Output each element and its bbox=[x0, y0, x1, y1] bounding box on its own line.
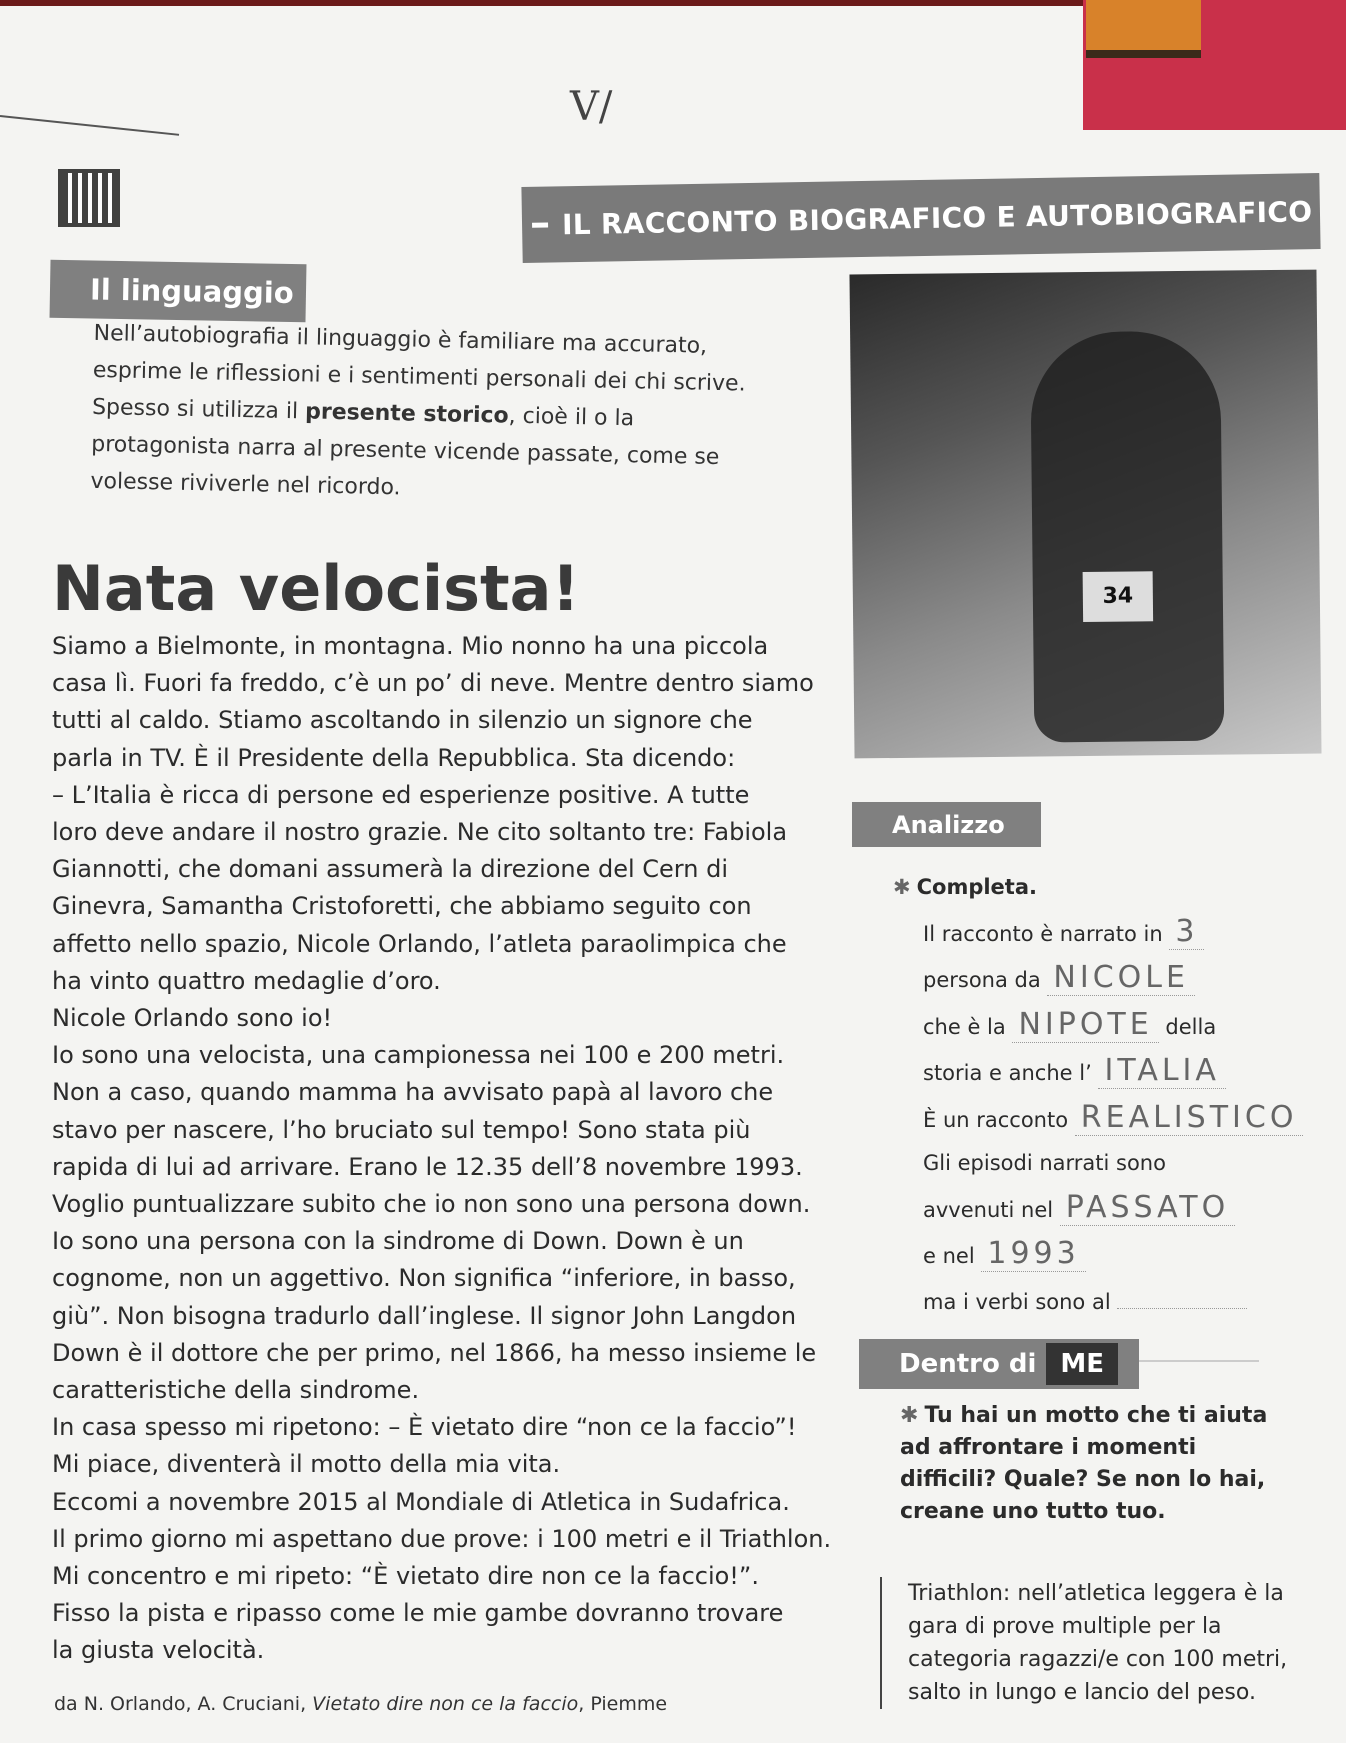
answer-field[interactable] bbox=[1117, 1279, 1247, 1309]
answer-field[interactable]: REALISTICO bbox=[1075, 1100, 1304, 1136]
source-citation bbox=[54, 1693, 667, 1715]
dentro-label: Dentro di bbox=[899, 1349, 1037, 1379]
answer-field[interactable]: NIPOTE bbox=[1012, 1007, 1158, 1043]
athlete-photo bbox=[849, 270, 1321, 759]
bib-number: 34 bbox=[1083, 571, 1154, 622]
article-line: Non a caso, quando mamma ha avvisato papà al lavoro che bbox=[52, 1078, 774, 1107]
prompt: ma i verbi sono al bbox=[923, 1289, 1111, 1314]
text: , cioè il o la protagonista narra al presente vicende passate, come se volesse riviverle nel ricordo. bbox=[90, 403, 720, 501]
article-line: Nicole Orlando sono io! bbox=[52, 1004, 333, 1033]
pencil-line bbox=[0, 115, 179, 136]
completa-row bbox=[923, 1003, 1343, 1050]
completa-row bbox=[923, 1049, 1343, 1096]
article-line: Il primo giorno mi aspettano due prove: i 100 metri e il Triathlon. bbox=[52, 1524, 832, 1553]
article-body bbox=[52, 628, 832, 1670]
article-line: giù”. Non bisogna tradurlo dall’inglese. Il signor John Langdon bbox=[52, 1301, 797, 1330]
source-title: Vietato dire non ce la faccio bbox=[312, 1693, 579, 1715]
prompt-after: della bbox=[1165, 1014, 1217, 1039]
qr-code-icon[interactable] bbox=[58, 169, 120, 227]
article-line: ha vinto quattro medaglie d’oro. bbox=[52, 966, 441, 995]
prompt: che è la bbox=[923, 1014, 1006, 1039]
source-prefix: da N. Orlando, A. Cruciani, bbox=[54, 1693, 313, 1715]
asterisk-icon: ✱ bbox=[900, 1403, 919, 1428]
article-line: parla in TV. È il Presidente della Repubblica. Sta dicendo: bbox=[52, 743, 736, 772]
analizzo-tab: Analizzo bbox=[852, 802, 1041, 847]
prompt: Gli episodi narrati sono bbox=[923, 1151, 1166, 1175]
article-line: In casa spesso mi ripetono: – È vietato dire “non ce la faccio”! bbox=[52, 1413, 797, 1442]
article-line: casa lì. Fuori fa freddo, c’è un po’ di neve. Mentre dentro siamo bbox=[52, 669, 814, 698]
instruction: Completa. bbox=[916, 875, 1037, 899]
linguaggio-text bbox=[90, 315, 774, 514]
source-suffix: , Piemme bbox=[578, 1693, 668, 1715]
answer-field[interactable]: ITALIA bbox=[1098, 1053, 1225, 1089]
article-line: Ginevra, Samantha Cristoforetti, che abbiamo seguito con bbox=[52, 892, 752, 921]
article-line: Eccomi a novembre 2015 al Mondiale di Atletica in Sudafrica. bbox=[52, 1487, 790, 1516]
article-line: Voglio puntualizzare subito che io non sono una persona down. bbox=[52, 1190, 811, 1219]
background-object bbox=[1083, 0, 1346, 130]
completa-row bbox=[923, 1142, 1343, 1186]
text: Nell’autobiografia il linguaggio è familiare ma accurato, esprime le riflessioni e i sentimenti personali dei chi scrive. Spesso si utilizza il bbox=[91, 320, 746, 425]
prompt: È un racconto bbox=[923, 1107, 1069, 1132]
article-line: Io sono una velocista, una campionessa nei 100 e 200 metri. bbox=[52, 1041, 785, 1070]
prompt: avvenuti nel bbox=[923, 1197, 1054, 1222]
answer-field[interactable]: PASSATO bbox=[1060, 1190, 1235, 1226]
completa-row bbox=[923, 1232, 1343, 1279]
prompt: Il racconto è narrato in bbox=[923, 921, 1163, 946]
article-line: rapida di lui ad arrivare. Erano le 12.35 dell’8 novembre 1993. bbox=[52, 1152, 803, 1181]
article-line: Siamo a Bielmonte, in montagna. Mio nonno ha una piccola bbox=[52, 632, 769, 660]
completa-row bbox=[923, 1096, 1343, 1143]
completa-row bbox=[923, 956, 1343, 1003]
exercise-completa bbox=[893, 866, 1343, 1324]
asterisk-icon: ✱ bbox=[893, 875, 911, 899]
divider bbox=[1139, 1360, 1259, 1362]
prompt: persona da bbox=[923, 968, 1041, 992]
reflection-question bbox=[900, 1400, 1300, 1528]
article-line: Io sono una persona con la sindrome di Down. Down è un bbox=[52, 1227, 744, 1256]
article-line: tutti al caldo. Stiamo ascoltando in silenzio un signore che bbox=[52, 706, 753, 735]
dentro-di-me-tab bbox=[859, 1339, 1139, 1389]
section-banner: IL RACCONTO BIOGRAFICO E AUTOBIOGRAFICO bbox=[521, 173, 1320, 263]
completa-row bbox=[923, 1279, 1343, 1325]
article-title: Nata velocista! bbox=[52, 552, 580, 625]
article-line: affetto nello spazio, Nicole Orlando, l’atleta paraolimpica che bbox=[52, 929, 787, 958]
article-line: Giannotti, che domani assumerà la direzione del Cern di bbox=[52, 855, 728, 884]
answer-field[interactable]: 3 bbox=[1169, 914, 1204, 950]
article-line: Mi piace, diventerà il motto della mia vita. bbox=[52, 1450, 561, 1479]
article-line: stavo per nascere, l’ho bruciato sul tempo! Sono stata più bbox=[52, 1115, 751, 1144]
bold-term: presente storico bbox=[304, 399, 509, 429]
answer-field[interactable]: NICOLE bbox=[1047, 960, 1195, 996]
prompt: e nel bbox=[923, 1244, 975, 1268]
article-line: Fisso la pista e ripasso come le mie gambe dovranno trovare bbox=[52, 1599, 784, 1628]
article-line: cognome, non un aggettivo. Non significa “inferiore, in basso, bbox=[52, 1264, 796, 1293]
footnote: Triathlon: nell’atletica leggera è la gara di prove multiple per la categoria ragazzi/e con 100 metri, salto in lungo e lancio del peso. bbox=[880, 1577, 1300, 1709]
prompt: storia e anche l’ bbox=[923, 1061, 1092, 1085]
article-line: caratteristiche della sindrome. bbox=[52, 1376, 420, 1405]
article-line: Mi concentro e mi ripeto: “È vietato dire non ce la faccio!”. bbox=[52, 1562, 759, 1591]
answer-field[interactable]: 1993 bbox=[981, 1236, 1085, 1272]
linguaggio-tab: Il linguaggio bbox=[50, 260, 307, 322]
completa-row bbox=[923, 910, 1343, 957]
article-line: – L’Italia è ricca di persone ed esperienze positive. A tutte bbox=[52, 780, 750, 809]
article-line: la giusta velocità. bbox=[52, 1636, 265, 1665]
article-line: loro deve andare il nostro grazie. Ne cito soltanto tre: Fabiola bbox=[52, 818, 788, 847]
completa-row bbox=[923, 1186, 1343, 1233]
article-line: Down è il dottore che per primo, nel 1866, ha messo insieme le bbox=[52, 1338, 817, 1367]
question-text: Tu hai un motto che ti aiuta ad affrontare i momenti difficili? Quale? Se non lo hai, creane uno tutto tuo. bbox=[900, 1403, 1268, 1524]
handwritten-mark: V/ bbox=[570, 84, 613, 130]
me-label: ME bbox=[1046, 1343, 1118, 1385]
